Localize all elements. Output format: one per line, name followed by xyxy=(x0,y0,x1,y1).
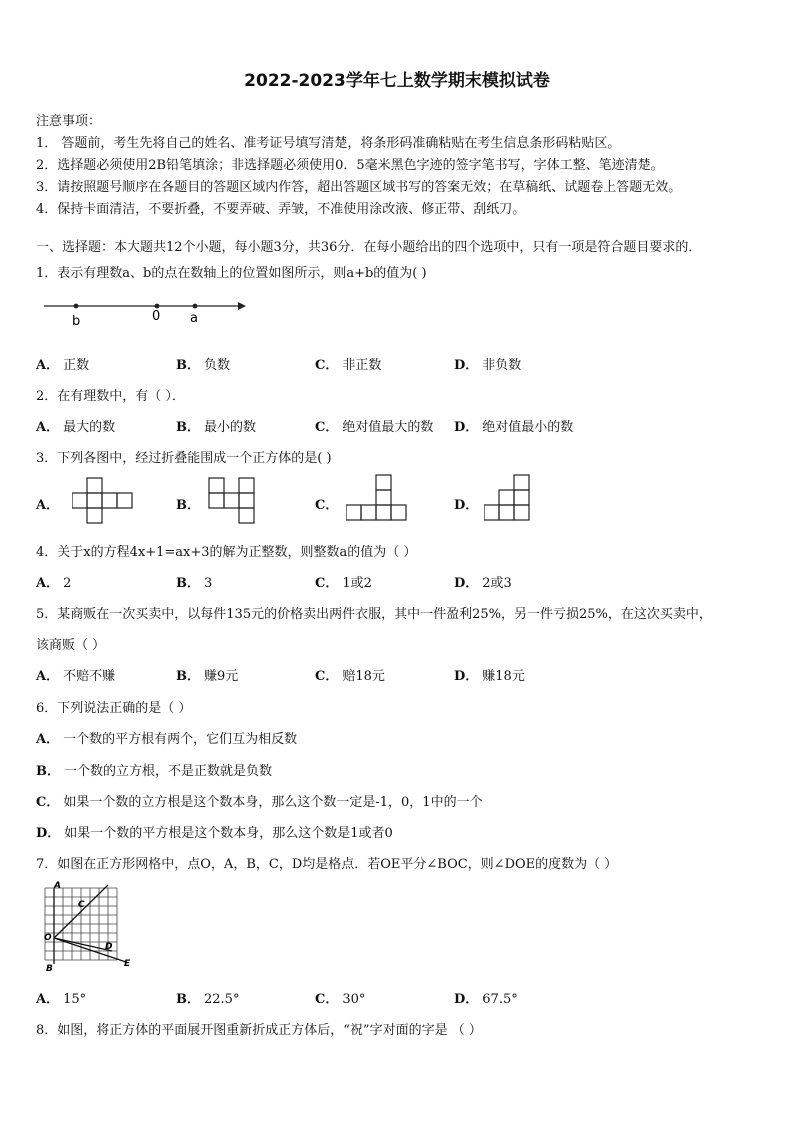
option-a[interactable]: A． 正数 xyxy=(36,358,90,373)
option-a[interactable]: A． 15° xyxy=(36,992,87,1007)
question-3-stem: 3．下列各图中，经过折叠能围成一个正方体的是( ) xyxy=(36,451,332,466)
option-d[interactable]: D． 绝对值最小的数 xyxy=(454,420,574,435)
point-0 xyxy=(155,304,160,309)
axis-label: 0 xyxy=(152,309,161,324)
axis-label: b xyxy=(72,314,81,328)
option-b[interactable]: B． 3 xyxy=(176,576,213,591)
point-label: E xyxy=(124,959,131,969)
point-label: A xyxy=(54,881,61,891)
option-b[interactable]: B． 负数 xyxy=(176,358,231,373)
question-8-stem: 8．如图，将正方体的平面展开图重新折成正方体后，“祝”字对面的字是 （ ） xyxy=(36,1023,482,1038)
cube-net-a xyxy=(72,477,136,525)
notice-item: 4．保持卡面清洁，不要折叠，不要弄破、弄皱，不准使用涂改液、修正带、刮纸刀。 xyxy=(36,202,526,217)
point-label: O xyxy=(44,933,52,943)
option-d[interactable]: D． 非负数 xyxy=(454,358,522,373)
point-label: C xyxy=(78,900,85,910)
question-2-stem: 2．在有理数中，有（ ）． xyxy=(36,389,185,404)
option-b[interactable]: B． xyxy=(176,498,200,513)
option-c[interactable]: C． 如果一个数的立方根是这个数本身，那么这个数一定是-1，0，1中的一个 xyxy=(36,795,483,810)
option-d[interactable]: D． xyxy=(454,498,479,513)
option-b[interactable]: B． 22.5° xyxy=(176,992,240,1007)
option-c[interactable]: C． 30° xyxy=(315,992,366,1007)
question-1-stem: 1．表示有理数a、b的点在数轴上的位置如图所示，则a+b的值为( ) xyxy=(36,266,427,281)
point-a xyxy=(193,304,198,309)
grid-figure xyxy=(40,880,140,972)
point-label: D xyxy=(105,942,113,952)
option-a[interactable]: A． 一个数的平方根有两个，它们互为相反数 xyxy=(36,732,298,747)
option-d[interactable]: D． 2或3 xyxy=(454,576,512,591)
option-b[interactable]: B． 一个数的立方根，不是正数就是负数 xyxy=(36,764,273,779)
notice-item: 1． 答题前，考生先将自己的姓名、准考证号填写清楚，将条形码准确粘贴在考生信息条形码粘贴区。 xyxy=(36,136,621,151)
option-c[interactable]: C． 绝对值最大的数 xyxy=(315,420,434,435)
axis-label: a xyxy=(190,311,198,326)
notice-heading: 注意事项： xyxy=(36,114,102,129)
notice-item: 2．选择题必须使用2B铅笔填涂；非选择题必须使用0．5毫米黑色字迹的签字笔书写，字体工整、笔迹清楚。 xyxy=(36,158,664,173)
cube-net-d xyxy=(484,474,532,522)
option-d[interactable]: D． 67.5° xyxy=(454,992,518,1007)
cube-net-c xyxy=(346,474,408,522)
question-5-stem: 5．某商贩在一次买卖中，以每件135元的价格卖出两件衣服，其中一件盈利25%，另一件亏损25%，在这次买卖中， xyxy=(36,607,712,622)
point-b xyxy=(74,304,79,309)
question-7-stem: 7．如图在正方形网格中，点O，A，B，C，D均是格点．若OE平分∠BOC，则∠DOE的度数为（ ） xyxy=(36,857,618,872)
option-d[interactable]: D． 赚18元 xyxy=(454,669,525,684)
notice-item: 3．请按照题号顺序在各题目的答题区域内作答，超出答题区域书写的答案无效；在草稿纸、试题卷上答题无效。 xyxy=(36,180,682,195)
option-a[interactable]: A． 最大的数 xyxy=(36,420,116,435)
option-a[interactable]: A． 不赔不赚 xyxy=(36,669,116,684)
option-a[interactable]: A． xyxy=(36,498,60,513)
option-c[interactable]: C． xyxy=(315,498,339,513)
question-6-stem: 6．下列说法正确的是（ ） xyxy=(36,701,192,716)
cube-net-b xyxy=(208,477,256,525)
section-heading: 一、选择题：本大题共12个小题，每小题3分，共36分．在每小题给出的四个选项中，只有一项是符合题目要求的． xyxy=(36,240,702,255)
page-title: 2022-2023学年七上数学期末模拟试卷 xyxy=(244,71,550,91)
option-a[interactable]: A． 2 xyxy=(36,576,72,591)
point-label: B xyxy=(46,964,53,972)
question-4-stem: 4．关于x的方程4x+1=ax+3的解为正整数，则整数a的值为（ ） xyxy=(36,545,417,560)
option-d[interactable]: D． 如果一个数的平方根是这个数本身，那么这个数是1或者0 xyxy=(36,826,393,841)
option-c[interactable]: C． 赔18元 xyxy=(315,669,385,684)
option-b[interactable]: B． 最小的数 xyxy=(176,420,257,435)
option-b[interactable]: B． 赚9元 xyxy=(176,669,239,684)
option-c[interactable]: C． 非正数 xyxy=(315,358,382,373)
option-c[interactable]: C． 1或2 xyxy=(315,576,372,591)
question-5-stem-cont: 该商贩（ ） xyxy=(36,638,106,653)
number-line-figure xyxy=(40,296,250,328)
